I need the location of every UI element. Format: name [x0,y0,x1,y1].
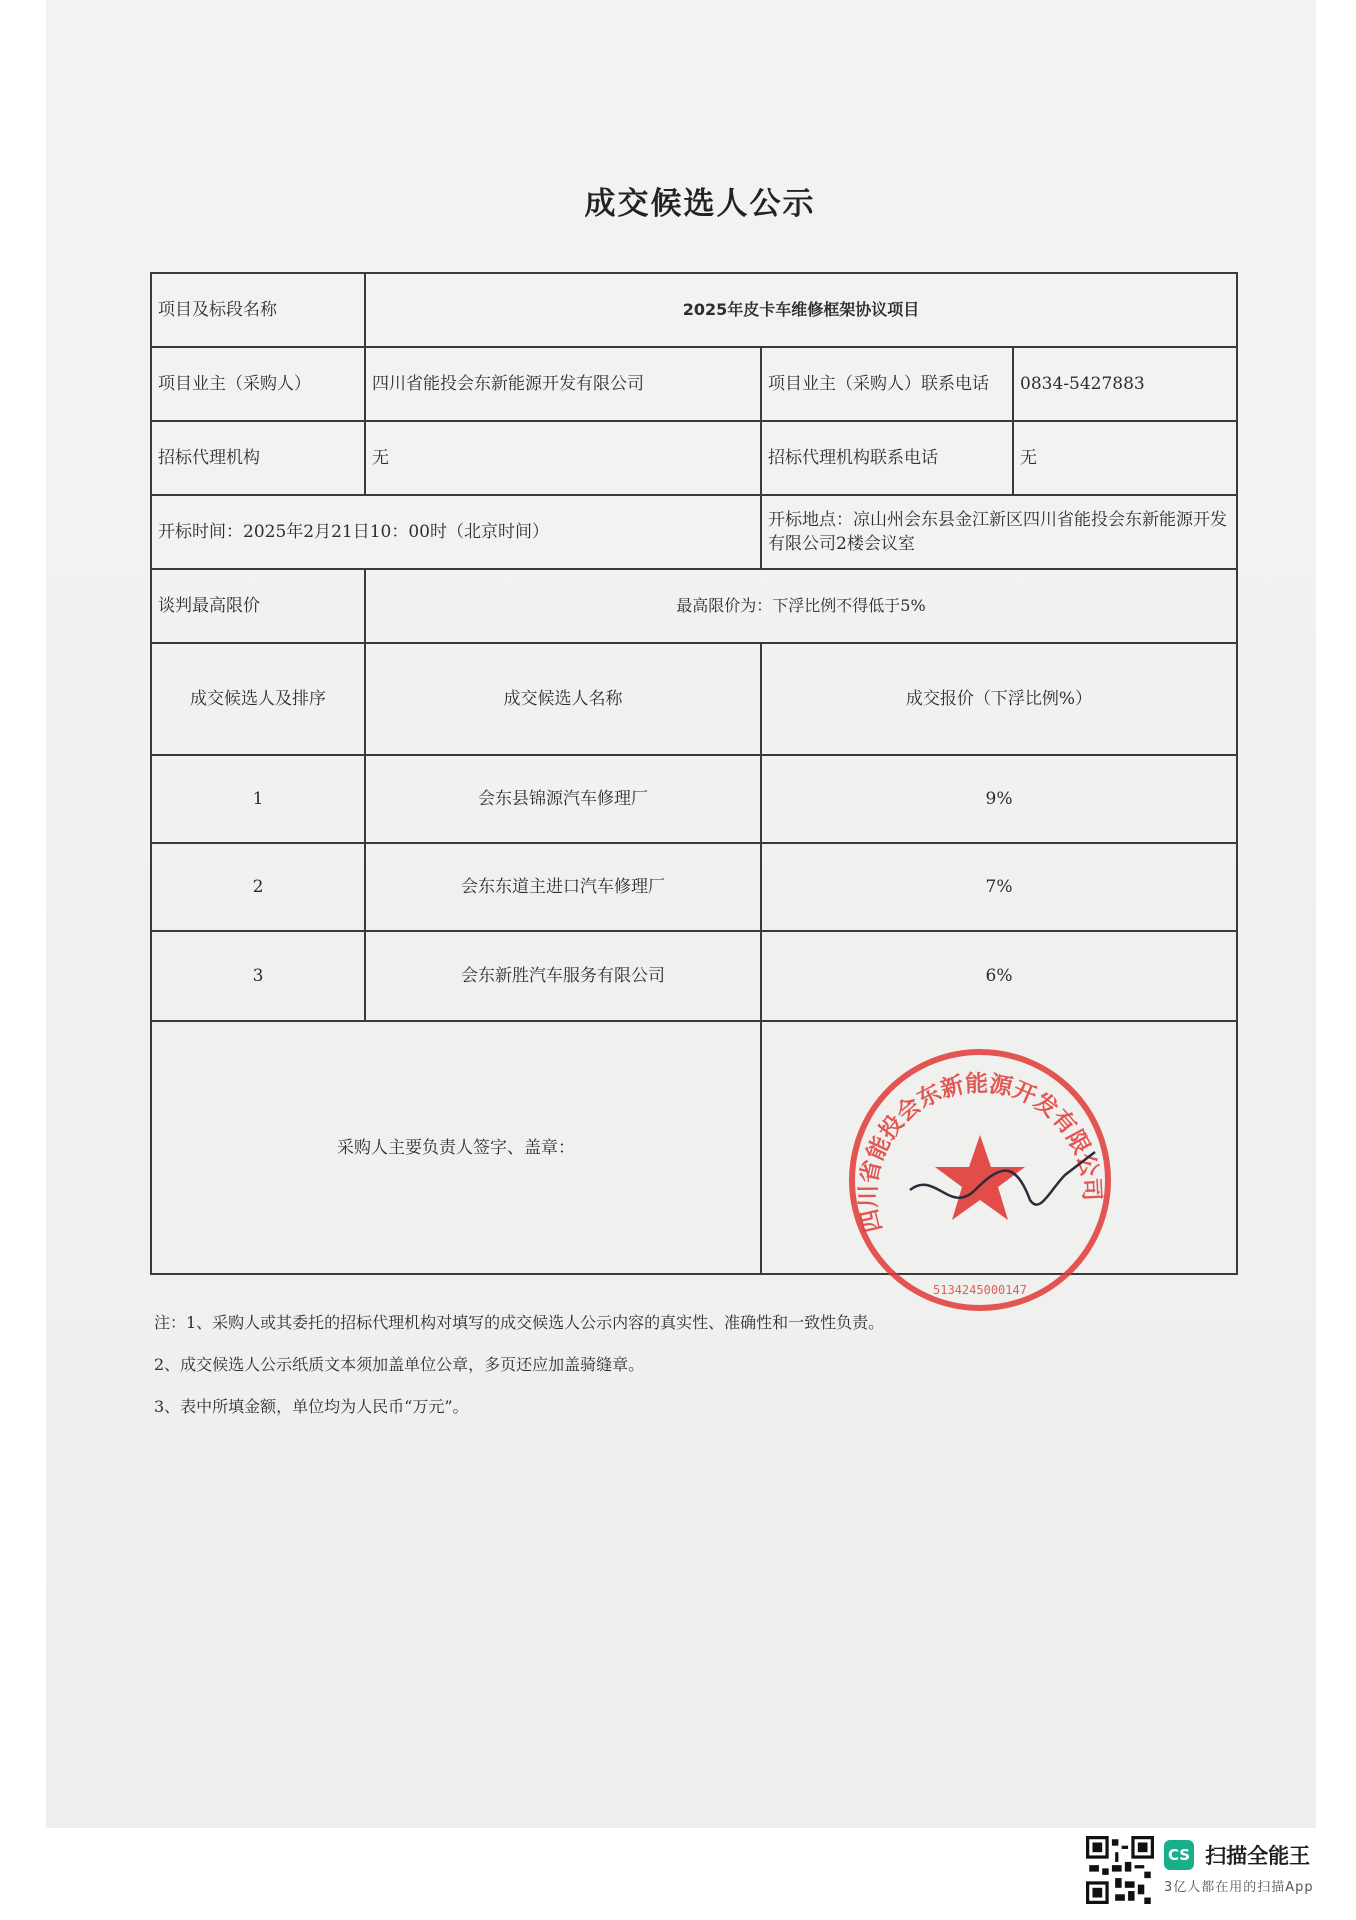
camscanner-logo-icon: CS [1164,1840,1194,1870]
brand-tagline: 3亿人都在用的扫描App [1164,1880,1314,1895]
note-item: 2、成交候选人公示纸质文本须加盖单位公章，多页还应加盖骑缝章。 [154,1355,645,1374]
scanner-brand [1164,1840,1314,1895]
qr-code-icon [1086,1836,1154,1904]
header-rank: 成交候选人及排序 [190,689,326,709]
candidate-rank: 3 [252,966,264,986]
candidate-quote: 9% [985,789,1013,809]
candidate-rank: 2 [252,877,264,897]
project-name: 2025年皮卡车维修框架协议项目 [682,300,920,319]
signature-label: 采购人主要负责人签字、盖章： [337,1137,575,1158]
owner-phone-label: 项目业主（采购人）联系电话 [768,374,989,394]
header-quote: 成交报价（下浮比例%） [905,689,1093,709]
note-item: 3、表中所填金额，单位均为人民币“万元”。 [154,1397,469,1416]
agency-phone-value: 无 [1020,448,1037,468]
open-place: 开标地点：凉山州会东县金江新区四川省能投会东新能源开发有限公司2楼会议室 [768,510,1227,554]
project-label: 项目及标段名称 [158,300,277,320]
owner-value: 四川省能投会东新能源开发有限公司 [372,374,644,394]
candidate-name: 会东新胜汽车服务有限公司 [461,966,665,986]
max-limit-label: 谈判最高限价 [158,596,260,616]
page-title: 成交候选人公示 [584,186,816,222]
table-rule [1236,272,1238,1275]
max-limit-value: 最高限价为：下浮比例不得低于5% [676,596,926,615]
seal-number: 5134245000147 [933,1283,1027,1297]
agency-value: 无 [372,448,389,468]
candidate-name: 会东东道主进口汽车修理厂 [461,877,665,897]
company-seal [840,1040,1120,1320]
candidate-rank: 1 [252,789,264,809]
note-item: 注：1、采购人或其委托的招标代理机构对填写的成交候选人公示内容的真实性、准确性和一致性负责。 [154,1313,885,1332]
candidate-name: 会东县锦源汽车修理厂 [478,789,648,809]
owner-phone-value: 0834-5427883 [1020,374,1145,394]
brand-name: 扫描全能王 [1205,1844,1311,1868]
candidate-quote: 6% [985,966,1013,986]
owner-label: 项目业主（采购人） [158,374,311,394]
seal-text: 四川省能投会东新能源开发有限公司 [855,1070,1105,1235]
agency-phone-label: 招标代理机构联系电话 [768,448,938,468]
notes [154,1310,884,1436]
candidate-quote: 7% [985,877,1013,897]
seal-star [935,1135,1025,1220]
open-time: 开标时间：2025年2月21日10：00时（北京时间） [158,522,549,542]
agency-label: 招标代理机构 [158,448,260,468]
header-name: 成交候选人名称 [503,689,623,709]
